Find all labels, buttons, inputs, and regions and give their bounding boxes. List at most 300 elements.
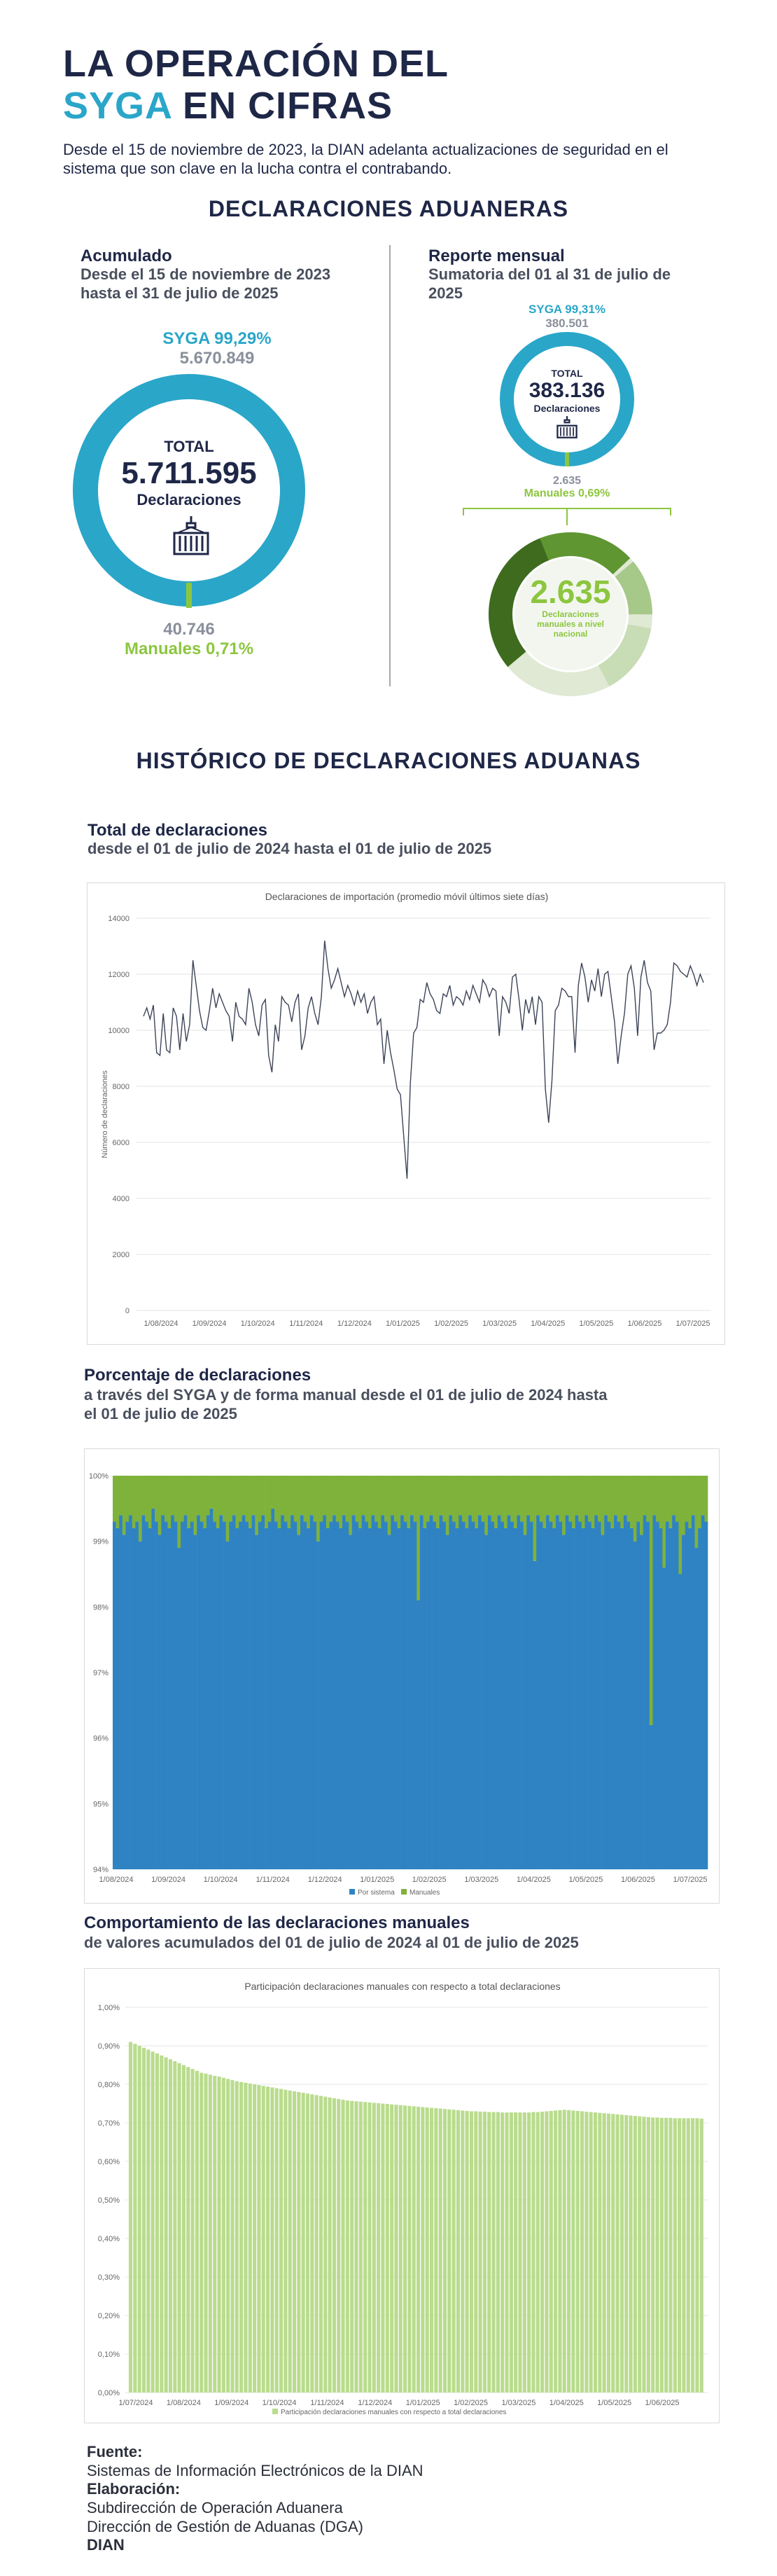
bar-sistema xyxy=(462,1522,465,1869)
bar-manual-share xyxy=(270,2087,274,2393)
bar-sistema xyxy=(342,1515,346,1869)
bar-manuales xyxy=(352,1476,356,1515)
bar-sistema xyxy=(588,1522,592,1869)
bar-sistema xyxy=(313,1522,316,1869)
bar-manuales xyxy=(433,1476,436,1522)
bar-manuales xyxy=(475,1476,478,1528)
bar-manual-share xyxy=(642,2117,645,2393)
bar-manuales xyxy=(504,1476,507,1528)
bar-sistema xyxy=(339,1528,342,1869)
bar-sistema xyxy=(181,1522,184,1869)
bar-sistema xyxy=(656,1522,659,1869)
bar-manuales xyxy=(262,1476,265,1515)
bar-manuales xyxy=(181,1476,184,1522)
bar-sistema xyxy=(517,1515,520,1869)
bar-manuales xyxy=(458,1476,462,1515)
x-tick-label: 1/09/2024 xyxy=(192,1320,227,1328)
x-tick-label: 1/11/2024 xyxy=(289,1320,323,1328)
mensual-heading: Reporte mensual xyxy=(428,247,565,265)
acumulado-manual-label: Manuales 0,71% xyxy=(124,639,254,658)
bar-sistema xyxy=(187,1528,190,1869)
bar-manuales xyxy=(213,1476,216,1522)
x-tick-label: 1/03/2025 xyxy=(501,2399,536,2407)
x-tick-label: 1/02/2025 xyxy=(412,1876,447,1884)
vertical-divider xyxy=(389,245,391,686)
bar-sistema xyxy=(320,1522,323,1869)
bar-manual-share xyxy=(500,2112,504,2393)
bar-manuales xyxy=(656,1476,659,1522)
bar-manuales xyxy=(358,1476,362,1528)
x-tick-label: 1/04/2025 xyxy=(549,2399,584,2407)
bar-manual-share xyxy=(487,2112,491,2393)
y-tick-label: 96% xyxy=(92,1734,108,1743)
bar-sistema xyxy=(627,1522,631,1869)
bar-manuales xyxy=(342,1476,346,1515)
acumulado-syga-value: 5.670.849 xyxy=(179,349,255,368)
x-tick-label: 1/04/2025 xyxy=(531,1320,566,1328)
bar-manuales xyxy=(239,1476,242,1522)
bar-manuales xyxy=(313,1476,316,1522)
bar-manual-share xyxy=(576,2111,580,2393)
bar-manuales xyxy=(608,1476,611,1522)
bar-manuales xyxy=(339,1476,342,1528)
bar-manuales xyxy=(520,1476,524,1522)
bar-manuales xyxy=(601,1476,605,1535)
bar-sistema xyxy=(197,1515,200,1869)
y-tick-label: 0,50% xyxy=(97,2196,120,2205)
x-tick-label: 1/12/2024 xyxy=(358,2399,393,2407)
x-tick-label: 1/08/2024 xyxy=(99,1876,134,1884)
bar-manual-share xyxy=(200,2073,203,2393)
acumulado-heading: Acumulado xyxy=(80,247,172,265)
total-heading: Total de declaraciones xyxy=(88,821,267,840)
bar-manual-share xyxy=(133,2044,136,2393)
bar-manual-share xyxy=(257,2085,260,2393)
bar-manuales xyxy=(255,1476,258,1535)
bar-manuales xyxy=(307,1476,310,1528)
bar-sistema xyxy=(442,1522,446,1869)
bar-manuales xyxy=(688,1476,692,1528)
bar-manuales xyxy=(442,1476,446,1522)
bar-manuales xyxy=(449,1476,452,1515)
x-tick-label: 1/05/2025 xyxy=(568,1876,603,1884)
chart-title: Participación declaraciones manuales con respecto a total declaraciones xyxy=(244,1981,561,1992)
bar-manual-share xyxy=(244,2083,247,2393)
bar-sistema xyxy=(297,1535,300,1869)
bar-sistema xyxy=(676,1522,679,1869)
bar-sistema xyxy=(669,1528,673,1869)
bar-manuales xyxy=(540,1476,543,1522)
bar-manual-share xyxy=(284,2090,287,2393)
bar-sistema xyxy=(346,1522,349,1869)
bar-manuales xyxy=(265,1476,268,1528)
x-tick-label: 1/01/2025 xyxy=(360,1876,395,1884)
bar-manual-share xyxy=(222,2078,225,2393)
bar-manual-share xyxy=(527,2112,531,2393)
y-tick-label: 99% xyxy=(92,1537,108,1546)
bar-sistema xyxy=(494,1528,498,1869)
bar-sistema xyxy=(510,1522,514,1869)
bar-manual-share xyxy=(465,2111,469,2393)
bar-manuales xyxy=(258,1476,262,1522)
porcentaje-heading: Porcentaje de declaraciones xyxy=(84,1366,312,1385)
bar-manual-share xyxy=(452,2110,456,2393)
bar-manuales xyxy=(184,1476,188,1515)
bar-manuales xyxy=(582,1476,585,1528)
bar-manuales xyxy=(562,1476,566,1535)
bar-manuales xyxy=(330,1476,333,1522)
bar-manual-share xyxy=(248,2084,252,2393)
bar-sistema xyxy=(520,1522,524,1869)
bar-sistema xyxy=(682,1535,685,1869)
bar-manuales xyxy=(482,1476,485,1522)
x-tick-label: 1/12/2024 xyxy=(337,1320,372,1328)
bar-manual-share xyxy=(447,2110,451,2393)
bar-manual-share xyxy=(668,2118,672,2393)
bar-manual-share xyxy=(483,2112,486,2393)
bar-sistema xyxy=(484,1535,488,1869)
bar-manuales xyxy=(572,1476,575,1528)
line-chart-panel xyxy=(87,882,725,1345)
bar-sistema xyxy=(636,1522,640,1869)
bar-sistema xyxy=(190,1522,194,1869)
bar-sistema xyxy=(514,1528,517,1869)
bar-sistema xyxy=(449,1515,452,1869)
bar-sistema xyxy=(119,1515,122,1869)
bar-manuales xyxy=(164,1476,168,1522)
bar-sistema xyxy=(640,1535,643,1869)
bar-manuales xyxy=(634,1476,637,1542)
bar-manuales xyxy=(659,1476,663,1528)
bar-sistema xyxy=(526,1515,530,1869)
bar-manuales xyxy=(290,1476,294,1515)
bar-manuales xyxy=(332,1476,336,1515)
x-tick-label: 1/02/2025 xyxy=(454,2399,489,2407)
bar-manuales xyxy=(598,1476,601,1522)
bar-manuales xyxy=(552,1476,556,1528)
bar-manuales xyxy=(119,1476,122,1515)
acumulado-syga-label: SYGA 99,29% xyxy=(162,329,272,348)
bar-manual-share xyxy=(651,2117,654,2393)
bar-sistema xyxy=(316,1542,320,1869)
bar-sistema xyxy=(465,1528,469,1869)
bar-manual-share xyxy=(386,2104,389,2393)
bar-manuales xyxy=(398,1476,401,1528)
bar-sistema xyxy=(368,1528,372,1869)
bar-manuales xyxy=(514,1476,517,1528)
bar-sistema xyxy=(414,1522,417,1869)
bar-manuales xyxy=(216,1476,220,1528)
bar-sistema xyxy=(158,1535,162,1869)
elaboracion-label: Elaboración: xyxy=(87,2480,181,2498)
bar-sistema xyxy=(372,1515,375,1869)
y-tick-label: 10000 xyxy=(108,1027,130,1035)
y-tick-label: 0,30% xyxy=(97,2273,120,2282)
bar-sistema xyxy=(365,1522,368,1869)
bar-manual-share xyxy=(660,2118,664,2393)
bar-sistema xyxy=(358,1528,362,1869)
bar-manuales xyxy=(640,1476,643,1535)
bar-manuales xyxy=(610,1476,614,1528)
x-tick-label: 1/05/2025 xyxy=(579,1320,614,1328)
bar-manuales xyxy=(500,1476,504,1522)
bar-manual-share xyxy=(363,2102,367,2393)
bar-manuales xyxy=(678,1476,682,1574)
bar-sistema xyxy=(659,1528,663,1869)
bar-manual-share xyxy=(491,2112,495,2393)
bar-manuales xyxy=(210,1476,214,1509)
bar-sistema xyxy=(568,1522,572,1869)
bar-manuales xyxy=(526,1476,530,1515)
bar-manuales xyxy=(617,1476,621,1522)
bar-sistema xyxy=(232,1515,236,1869)
bar-manuales xyxy=(219,1476,223,1515)
bar-sistema xyxy=(617,1522,621,1869)
bar-sistema xyxy=(300,1515,304,1869)
bar-manuales xyxy=(669,1476,673,1528)
bar-sistema xyxy=(701,1515,705,1869)
bar-manuales xyxy=(310,1476,314,1515)
bar-sistema xyxy=(404,1522,407,1869)
bar-manuales xyxy=(229,1476,232,1522)
bar-sistema xyxy=(271,1509,274,1869)
bar-sistema xyxy=(433,1522,436,1869)
bar-manuales xyxy=(646,1476,650,1522)
legend-label-manuales: Manuales xyxy=(410,1889,440,1897)
bar-manuales xyxy=(414,1476,417,1522)
bar-manual-share xyxy=(302,2093,305,2393)
bar-sistema xyxy=(458,1515,462,1869)
bar-sistema xyxy=(388,1535,391,1869)
bar-sistema xyxy=(245,1522,248,1869)
bar-manuales xyxy=(468,1476,472,1515)
bar-manual-share xyxy=(372,2103,376,2393)
bar-manuales xyxy=(604,1476,608,1515)
bar-manuales xyxy=(139,1476,142,1542)
bar-manual-share xyxy=(332,2098,336,2393)
bar-manuales xyxy=(252,1476,255,1515)
breakdown-bracket xyxy=(462,506,672,527)
bar-manual-share xyxy=(342,2100,345,2393)
bar-manuales xyxy=(575,1476,579,1515)
bar-manuales xyxy=(374,1476,378,1522)
bar-manual-share xyxy=(155,2054,159,2393)
bar-manual-share xyxy=(514,2112,517,2393)
x-tick-label: 1/07/2024 xyxy=(118,2399,153,2407)
bar-sistema xyxy=(362,1515,365,1869)
x-tick-label: 1/12/2024 xyxy=(307,1876,342,1884)
legend-swatch xyxy=(272,2409,278,2414)
bar-manual-share xyxy=(310,2094,314,2393)
bar-sistema xyxy=(210,1509,214,1869)
bar-manuales xyxy=(268,1476,272,1522)
bar-sistema xyxy=(410,1515,414,1869)
y-tick-label: 94% xyxy=(92,1866,108,1874)
bar-manual-share xyxy=(567,2110,570,2393)
bar-manual-share xyxy=(213,2076,216,2393)
bar-manual-share xyxy=(678,2118,681,2393)
y-tick-label: 0,90% xyxy=(97,2042,120,2051)
y-axis-label: Número de declaraciones xyxy=(101,1070,109,1158)
bar-manual-share xyxy=(204,2074,207,2393)
bar-manual-share xyxy=(306,2093,309,2393)
bar-sistema xyxy=(200,1522,204,1869)
bar-manual-share xyxy=(607,2114,610,2393)
bar-manual-share xyxy=(412,2106,416,2393)
bar-manual-share xyxy=(275,2089,279,2393)
bar-manual-share xyxy=(337,2099,340,2393)
bar-manual-share xyxy=(217,2077,220,2393)
x-tick-label: 1/09/2024 xyxy=(214,2399,249,2407)
stacked-bar-chart xyxy=(85,1449,720,1904)
bar-manuales xyxy=(148,1476,152,1528)
fuente-text: Sistemas de Información Electrónicos de la DIAN xyxy=(87,2462,424,2479)
acumulado-total-unit: Declaraciones xyxy=(136,491,241,508)
bar-sistema xyxy=(594,1515,598,1869)
bar-sistema xyxy=(268,1522,272,1869)
bar-manuales xyxy=(177,1476,181,1548)
bar-manuales xyxy=(542,1476,546,1528)
bar-manual-share xyxy=(598,2113,601,2393)
bar-sistema xyxy=(193,1535,197,1869)
y-tick-label: 0,60% xyxy=(97,2158,120,2166)
bar-sistema xyxy=(219,1515,223,1869)
bar-sistema xyxy=(620,1528,624,1869)
bar-manuales xyxy=(287,1476,290,1528)
bar-manuales xyxy=(197,1476,200,1515)
bar-sistema xyxy=(624,1515,627,1869)
bar-manual-share xyxy=(624,2115,628,2393)
bar-sistema xyxy=(184,1515,188,1869)
bar-manual-share xyxy=(160,2056,163,2393)
bar-manual-share xyxy=(673,2118,677,2393)
bar-sistema xyxy=(472,1522,475,1869)
bar-manuales xyxy=(187,1476,190,1528)
bar-manuales xyxy=(704,1476,708,1522)
bar-sistema xyxy=(145,1522,148,1869)
bar-manuales xyxy=(594,1476,598,1515)
bar-manuales xyxy=(452,1476,456,1522)
bar-manual-share xyxy=(328,2098,332,2393)
bar-manual-share xyxy=(426,2107,429,2393)
bar-sistema xyxy=(578,1522,582,1869)
bar-manual-share xyxy=(350,2101,354,2393)
breakdown-label: Declaraciones manuales a nivel nacional xyxy=(536,609,605,639)
bar-manuales xyxy=(372,1476,375,1515)
bar-sistema xyxy=(530,1522,533,1869)
bar-manuales xyxy=(129,1476,132,1515)
bar-manual-share xyxy=(691,2118,694,2393)
legend-swatch-sistema xyxy=(349,1889,355,1895)
bar-sistema xyxy=(446,1535,449,1869)
bar-manual-share xyxy=(297,2092,300,2393)
bar-sistema xyxy=(475,1528,478,1869)
page-title-line2 xyxy=(63,84,393,127)
bar-sistema xyxy=(672,1515,676,1869)
bar-sistema xyxy=(355,1522,358,1869)
bar-manual-share xyxy=(381,2104,384,2393)
bar-manual-share xyxy=(262,2086,265,2393)
bar-sistema xyxy=(177,1548,181,1869)
bar-sistema xyxy=(604,1515,608,1869)
bar-sistema xyxy=(416,1600,420,1869)
bar-manual-share xyxy=(186,2067,190,2393)
x-tick-label: 1/08/2024 xyxy=(166,2399,201,2407)
bar-sistema xyxy=(566,1515,569,1869)
bar-sistema xyxy=(630,1528,634,1869)
bar-manual-share xyxy=(209,2075,212,2393)
bar-manuales xyxy=(676,1476,679,1522)
y-tick-label: 14000 xyxy=(108,915,130,923)
bar-manual-share xyxy=(195,2071,199,2393)
bar-sistema xyxy=(634,1542,637,1869)
bar-manuales xyxy=(274,1476,278,1522)
container-crane-icon xyxy=(556,415,578,439)
bar-manual-share xyxy=(443,2109,447,2393)
bar-manual-share xyxy=(146,2050,150,2393)
bar-manuales xyxy=(158,1476,162,1535)
x-tick-label: 1/06/2025 xyxy=(620,1876,655,1884)
bar-manual-share xyxy=(319,2096,323,2393)
bar-sistema xyxy=(562,1535,566,1869)
chart-title: Declaraciones de importación (promedio móvil últimos siete días) xyxy=(265,891,549,902)
bar-manuales xyxy=(507,1476,511,1515)
bar-manuales xyxy=(530,1476,533,1522)
bar-manuales xyxy=(430,1476,433,1515)
bar-manual-share xyxy=(584,2112,588,2393)
bar-manual-share xyxy=(536,2112,540,2393)
bar-sistema xyxy=(384,1522,388,1869)
bar-sistema xyxy=(381,1515,384,1869)
bar-sistema xyxy=(290,1515,294,1869)
bar-manual-share xyxy=(629,2116,633,2393)
legend-label-sistema: Por sistema xyxy=(358,1889,395,1897)
series-line xyxy=(144,941,704,1179)
legend-label: Participación declaraciones manuales con respecto a total declaraciones xyxy=(281,2409,507,2416)
bar-manuales xyxy=(336,1476,340,1522)
bar-manuales xyxy=(556,1476,559,1515)
bar-sistema xyxy=(391,1515,394,1869)
bar-manual-share xyxy=(293,2091,296,2393)
bar-sistema xyxy=(132,1528,136,1869)
bar-manual-share xyxy=(664,2118,668,2393)
bar-manual-share xyxy=(230,2080,234,2393)
bar-sistema xyxy=(262,1515,265,1869)
bar-manuales xyxy=(245,1476,248,1522)
bar-manuales xyxy=(320,1476,323,1522)
bar-manuales xyxy=(174,1476,178,1522)
bar-manuales xyxy=(203,1476,206,1528)
comportamiento-sub: de valores acumulados del 01 de julio de 2024 al 01 de julio de 2025 xyxy=(84,1934,579,1951)
bar-sistema xyxy=(498,1515,501,1869)
bar-manuales xyxy=(297,1476,300,1535)
bar-sistema xyxy=(598,1522,601,1869)
bar-sistema xyxy=(666,1522,669,1869)
bar-manuales xyxy=(132,1476,136,1528)
bar-sistema xyxy=(151,1509,155,1869)
bar-manual-share xyxy=(151,2051,155,2393)
x-tick-label: 1/07/2025 xyxy=(673,1876,708,1884)
bar-sistema xyxy=(536,1515,540,1869)
bar-manuales xyxy=(125,1476,129,1522)
bar-manual-share xyxy=(164,2058,168,2393)
bar-sistema xyxy=(164,1522,168,1869)
x-tick-label: 1/06/2025 xyxy=(627,1320,662,1328)
bar-manuales xyxy=(135,1476,139,1522)
bar-manuales xyxy=(550,1476,553,1522)
bar-manual-share xyxy=(700,2119,704,2393)
bar-manuales xyxy=(436,1476,440,1528)
